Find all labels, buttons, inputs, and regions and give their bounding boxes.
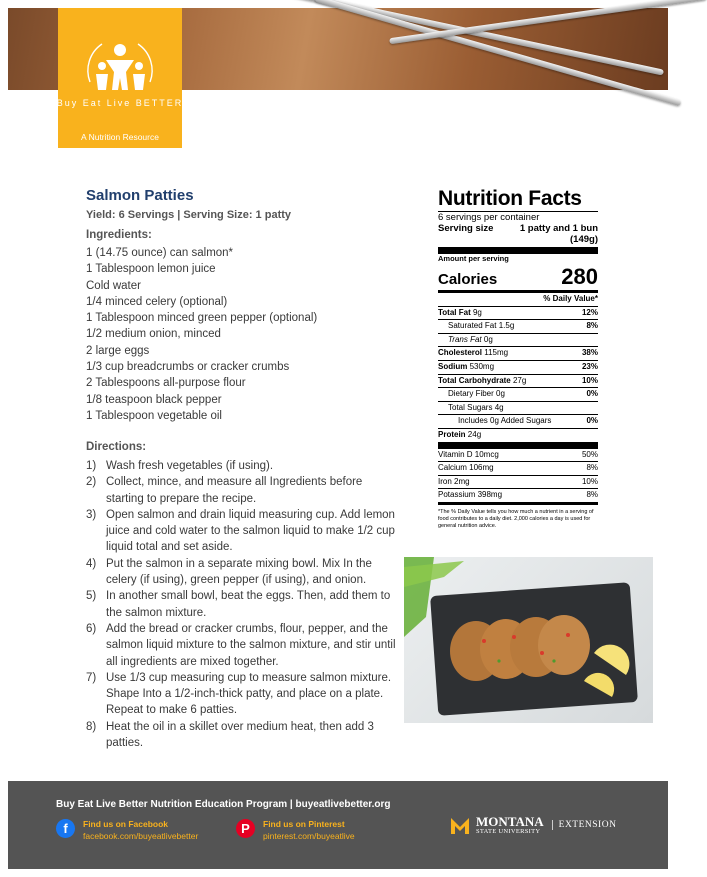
nutrient-label: Protein bbox=[438, 429, 466, 439]
nutrient-row bbox=[438, 374, 598, 388]
direction-step bbox=[86, 588, 398, 621]
ingredient-item: 1/3 cup breadcrumbs or cracker crumbs bbox=[86, 361, 290, 374]
step-text: Wash fresh vegetables (if using). bbox=[106, 460, 274, 472]
facebook-link[interactable] bbox=[56, 819, 198, 841]
step-number: 2) bbox=[86, 476, 97, 489]
vitamin-row bbox=[438, 475, 598, 489]
nutrient-amount: 115mg bbox=[484, 348, 509, 358]
nutrient-dv: 0% bbox=[586, 389, 598, 399]
pinterest-url: pinterest.com/buyeatlive bbox=[263, 831, 355, 841]
directions-list bbox=[86, 458, 398, 751]
ingredients-list bbox=[86, 245, 317, 424]
nutrient-label: Trans Fat bbox=[448, 334, 482, 344]
nutrient-row bbox=[438, 401, 598, 415]
vitamin-label: Potassium 398mg bbox=[438, 490, 503, 500]
step-number: 5) bbox=[86, 590, 97, 603]
direction-step bbox=[86, 670, 398, 719]
ingredients-heading: Ingredients: bbox=[86, 229, 152, 241]
step-number: 7) bbox=[86, 671, 97, 684]
step-number: 1) bbox=[86, 460, 97, 472]
pinterest-icon: P bbox=[236, 819, 255, 838]
step-number: 8) bbox=[86, 720, 97, 733]
nutrient-amount: 1.5g bbox=[498, 321, 515, 331]
nutrient-row bbox=[438, 333, 598, 347]
nutrient-row bbox=[438, 346, 598, 360]
program-line: Buy Eat Live Better Nutrition Education Program | buyeatlivebetter.org bbox=[56, 799, 391, 810]
ingredient-item: 2 Tablespoons all-purpose flour bbox=[86, 377, 246, 390]
facebook-url: facebook.com/buyeatlivebetter bbox=[83, 831, 199, 841]
serving-size-grams-row bbox=[438, 234, 598, 245]
nutrition-title: Nutrition Facts bbox=[438, 187, 582, 210]
nutrition-footnote: *The % Daily Value tells you how much a nutrient in a serving of food contributes to a daily diet. 2,000 calories a day is used for general nutrition advice. bbox=[438, 508, 594, 529]
pinterest-link[interactable] bbox=[236, 819, 355, 841]
ingredient-item: Cold water bbox=[86, 279, 141, 292]
nutrient-row bbox=[438, 360, 598, 374]
ingredient-item: 1/4 minced celery (optional) bbox=[86, 295, 228, 308]
vitamin-row bbox=[438, 461, 598, 475]
nutrient-label: Cholesterol bbox=[438, 348, 483, 358]
calories-value: 280 bbox=[561, 264, 598, 289]
nutrient-dv: 10% bbox=[581, 375, 598, 385]
step-text: Put the salmon in a separate mixing bowl. Mix In the celery (if using), green pepper (if using), and onion. bbox=[106, 557, 372, 587]
ingredient-item: 1 Tablespoon minced green pepper (optional) bbox=[86, 312, 318, 325]
calories-label: Calories bbox=[438, 271, 498, 288]
vitamin-label: Vitamin D 10mcg bbox=[438, 449, 499, 459]
msu-sub: STATE UNIVERSITY bbox=[476, 827, 541, 835]
vitamin-row bbox=[438, 449, 598, 462]
nutrient-label: Saturated Fat bbox=[448, 321, 497, 331]
direction-step bbox=[86, 458, 398, 474]
nutrient-label: Total Carbohydrate bbox=[438, 375, 511, 385]
logo-text: Buy Eat Live BETTER bbox=[56, 98, 184, 108]
nutrient-label: Dietary Fiber bbox=[448, 389, 494, 399]
serving-size-label: Serving size bbox=[438, 223, 494, 234]
msu-extension: EXTENSION bbox=[552, 820, 617, 830]
step-number: 6) bbox=[86, 622, 97, 635]
pinterest-title: Find us on Pinterest bbox=[263, 819, 345, 829]
step-text: In another small bowl, beat the eggs. Then, add them to the salmon mixture. bbox=[106, 590, 391, 619]
ingredient-item: 1/2 medium onion, minced bbox=[86, 328, 221, 341]
nutrient-amount: 4g bbox=[494, 402, 504, 412]
msu-name: MONTANA bbox=[476, 813, 544, 829]
serving-size-row bbox=[438, 223, 598, 234]
brand-logo bbox=[58, 8, 182, 148]
nutrient-rows bbox=[438, 306, 598, 442]
nutrient-label: Total Fat bbox=[438, 307, 471, 317]
ingredient-item: 1 (14.75 ounce) can salmon* bbox=[86, 247, 234, 259]
nutrient-amount: 0g bbox=[483, 334, 493, 344]
nutrient-label: Total Sugars bbox=[448, 402, 493, 412]
nutrient-dv: 12% bbox=[581, 307, 598, 317]
ingredient-item: 2 large eggs bbox=[86, 344, 150, 357]
direction-step bbox=[86, 474, 398, 507]
nutrient-dv: 23% bbox=[581, 361, 598, 371]
logo-tagline: A Nutrition Resource bbox=[81, 132, 159, 142]
nutrient-amount: 9g bbox=[472, 307, 482, 317]
nutrient-dv: 0% bbox=[586, 416, 598, 426]
nutrient-label: Includes 0g Added Sugars bbox=[458, 416, 552, 426]
nutrient-row bbox=[438, 428, 598, 442]
step-text: Open salmon and drain liquid measuring cup. Add lemon juice and cold water to the salmon liquid to make 1/2 cup liquid total and set aside. bbox=[106, 508, 395, 554]
daily-value-header bbox=[438, 293, 598, 306]
nutrient-amount: 24g bbox=[467, 429, 482, 439]
vitamin-rows bbox=[438, 449, 598, 502]
vitamin-dv: 8% bbox=[586, 490, 598, 500]
vitamin-label: Calcium 106mg bbox=[438, 463, 494, 473]
directions-heading: Directions: bbox=[86, 441, 147, 453]
nutrient-amount: 27g bbox=[512, 375, 527, 385]
recipe-yield: Yield: 6 Servings | Serving Size: 1 patty bbox=[86, 209, 292, 221]
servings-per-container: 6 servings per container bbox=[438, 212, 540, 223]
fork-decoration bbox=[315, 0, 682, 106]
salmon-patties-photo bbox=[404, 557, 653, 723]
vitamin-dv: 10% bbox=[581, 476, 598, 486]
nutrient-label: Sodium bbox=[438, 361, 468, 371]
step-text: Collect, mince, and measure all Ingredients before starting to prepare the recipe. bbox=[106, 476, 363, 505]
vitamin-row bbox=[438, 488, 598, 502]
calories-row bbox=[438, 264, 598, 290]
step-number: 4) bbox=[86, 557, 97, 570]
nutrient-row bbox=[438, 306, 598, 320]
step-number: 3) bbox=[86, 508, 97, 521]
direction-step bbox=[86, 507, 398, 556]
ingredient-item: 1/8 teaspoon black pepper bbox=[86, 393, 222, 406]
nutrient-dv: 8% bbox=[586, 321, 598, 331]
amount-per-serving: Amount per serving bbox=[438, 254, 509, 263]
ingredient-item: 1 Tablespoon lemon juice bbox=[86, 263, 216, 276]
msu-extension-logo bbox=[450, 814, 616, 836]
facebook-title: Find us on Facebook bbox=[83, 819, 169, 829]
serving-size-grams: (149g) bbox=[570, 234, 598, 245]
vitamin-dv: 50% bbox=[581, 449, 598, 459]
footer bbox=[8, 781, 668, 869]
nutrient-row bbox=[438, 387, 598, 401]
step-text: Use 1/3 cup measuring cup to measure salmon mixture. Shape Into a 1/2-inch-thick patty, and place on a plate. Repeat to make 6 patties. bbox=[106, 671, 392, 717]
step-text: Add the bread or cracker crumbs, flour, pepper, and the salmon liquid mixture to the salmon mixture, and stir until all ingredients are mixed together. bbox=[106, 622, 396, 668]
recipe-title: Salmon Patties bbox=[86, 187, 194, 204]
serving-size-value: 1 patty and 1 bun bbox=[519, 223, 598, 234]
direction-step bbox=[86, 621, 398, 670]
facebook-icon: f bbox=[56, 819, 75, 838]
direction-step bbox=[86, 719, 398, 752]
family-figures-icon bbox=[56, 30, 184, 110]
step-text: Heat the oil in a skillet over medium heat, then add 3 patties. bbox=[106, 720, 374, 750]
ingredient-item: 1 Tablespoon vegetable oil bbox=[86, 409, 222, 422]
nutrient-amount: 0g bbox=[496, 389, 505, 399]
direction-step bbox=[86, 556, 398, 589]
nutrient-row bbox=[438, 319, 598, 333]
vitamin-label: Iron 2mg bbox=[438, 476, 470, 486]
nutrient-amount: 530mg bbox=[469, 361, 495, 371]
nutrient-dv: 38% bbox=[581, 348, 598, 358]
daily-value-header-text: % Daily Value* bbox=[543, 294, 598, 303]
msu-m-icon bbox=[450, 814, 470, 836]
nutrient-row bbox=[438, 414, 598, 428]
food-illustration bbox=[404, 557, 653, 723]
nutrition-facts-label bbox=[438, 187, 598, 530]
vitamin-dv: 8% bbox=[586, 463, 598, 473]
